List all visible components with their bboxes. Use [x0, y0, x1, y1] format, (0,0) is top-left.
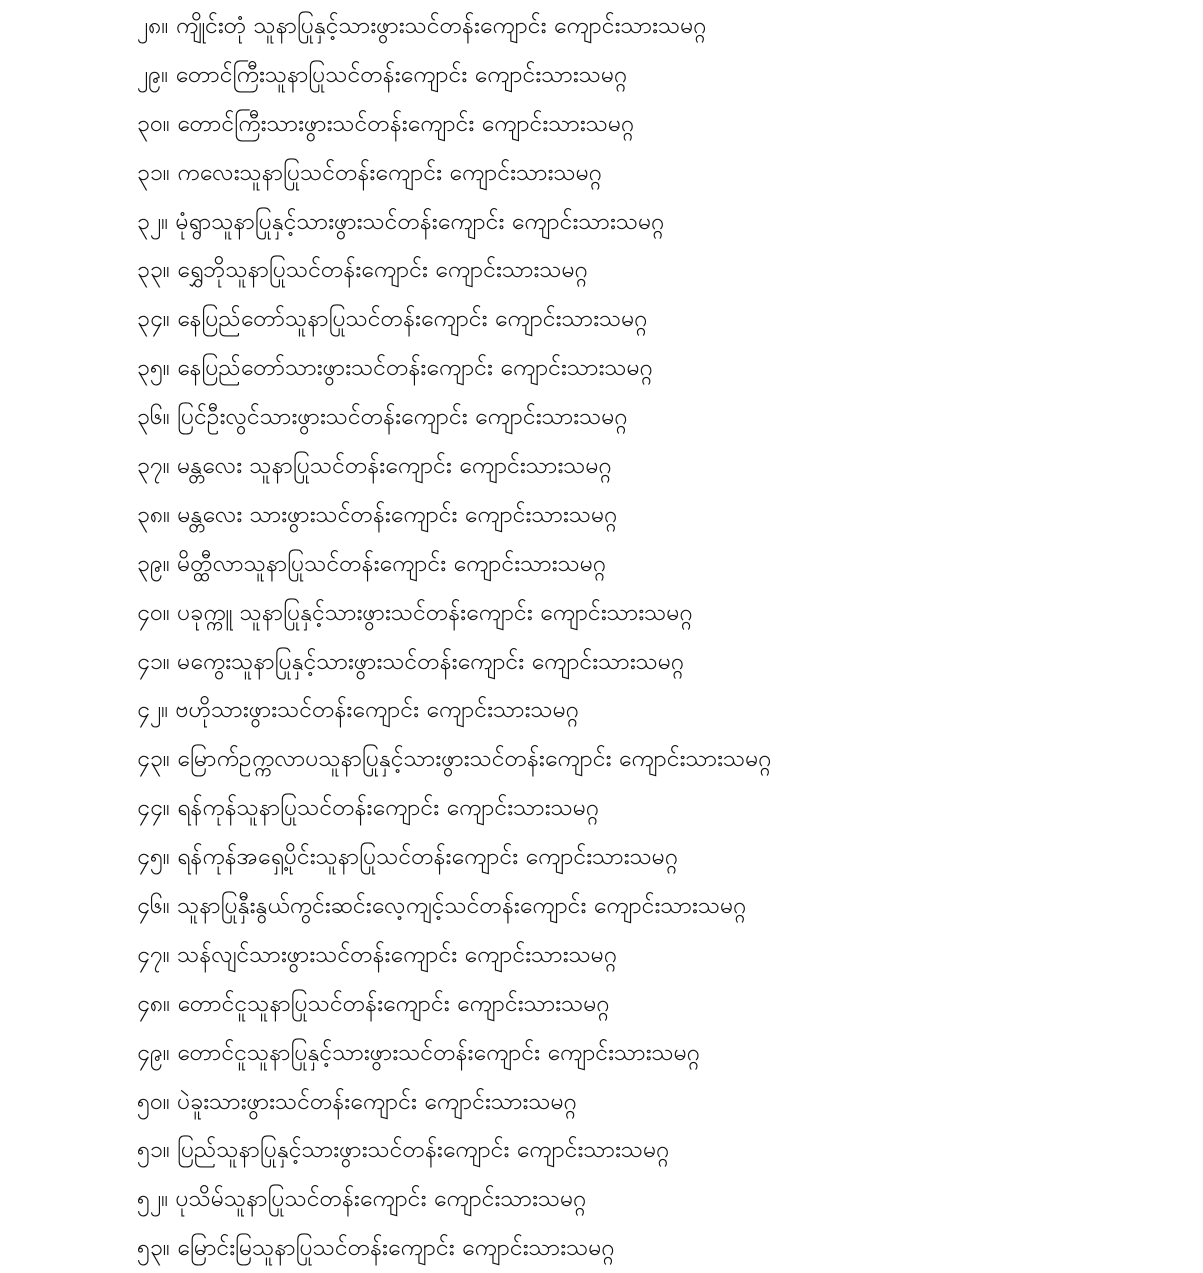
list-item [137, 882, 1177, 931]
item-number: ၅၃။ [137, 1235, 170, 1262]
item-number: ၃၄။ [137, 306, 170, 333]
item-number: ၄၀။ [137, 599, 170, 626]
item-text: မန္တလေး သားဖွားသင်တန်းကျောင်း ကျောင်းသားသမဂ္ဂ [177, 501, 618, 528]
item-number: ၄၆။ [137, 893, 170, 920]
item-number: ၃၆။ [137, 404, 170, 431]
item-text: နေပြည်တော်သူနာပြုသင်တန်းကျောင်း ကျောင်းသားသမဂ္ဂ [177, 306, 648, 333]
list-item [137, 686, 1177, 735]
item-number: ၃၂။ [137, 208, 169, 235]
list-item [137, 735, 1177, 784]
item-number: ၃၁။ [137, 159, 170, 186]
item-text: မိတ္ထီလာသူနာပြုသင်တန်းကျောင်း ကျောင်းသားသမဂ္ဂ [177, 550, 607, 577]
item-number: ၃၇။ [137, 453, 170, 480]
item-text: ပြည်သူနာပြုနှင့်သားဖွားသင်တန်းကျောင်း ကျောင်းသားသမဂ္ဂ [177, 1137, 670, 1164]
item-number: ၅၁။ [137, 1137, 170, 1164]
item-number: ၄၉။ [137, 1039, 170, 1066]
list-item [137, 1029, 1177, 1078]
item-text: တောင်ကြီးသူနာပြုသင်တန်းကျောင်း ကျောင်းသားသမဂ္ဂ [175, 61, 628, 88]
item-number: ၄၂။ [137, 697, 169, 724]
item-number: ၄၁။ [137, 648, 170, 675]
item-text: ဗဟိုသားဖွားသင်တန်းကျောင်း ကျောင်းသားသမဂ္ဂ [175, 697, 579, 724]
list-item [137, 1175, 1177, 1224]
list-item [137, 589, 1177, 638]
item-number: ၄၄။ [137, 795, 170, 822]
item-text: ရန်ကုန်အရှေ့ပိုင်းသူနာပြုသင်တန်းကျောင်း ကျောင်းသားသမဂ္ဂ [177, 844, 679, 871]
item-number: ၄၈။ [137, 990, 171, 1017]
item-number: ၄၃။ [137, 746, 170, 773]
item-number: ၃၀။ [137, 110, 170, 137]
item-text: ကလေးသူနာပြုသင်တန်းကျောင်း ကျောင်းသားသမဂ္ဂ [177, 159, 602, 186]
item-text: မကွေးသူနာပြုနှင့်သားဖွားသင်တန်းကျောင်း ကျောင်းသားသမဂ္ဂ [177, 648, 685, 675]
item-text: သန်လျင်သားဖွားသင်တန်းကျောင်း ကျောင်းသားသမဂ္ဂ [177, 941, 618, 968]
list-item [137, 51, 1177, 100]
list-item [137, 784, 1177, 833]
item-number: ၅၀။ [137, 1088, 170, 1115]
item-text: ရန်ကုန်သူနာပြုသင်တန်းကျောင်း ကျောင်းသားသမဂ္ဂ [177, 795, 600, 822]
list-item [137, 2, 1177, 51]
list-item [137, 295, 1177, 344]
list-item [137, 393, 1177, 442]
item-text: တောင်ငူသူနာပြုနှင့်သားဖွားသင်တန်းကျောင်း ကျောင်းသားသမဂ္ဂ [177, 1039, 701, 1066]
item-number: ၃၃။ [137, 257, 170, 284]
list-item [137, 491, 1177, 540]
list-item [137, 540, 1177, 589]
list-item [137, 246, 1177, 295]
list-item [137, 638, 1177, 687]
list-item [137, 198, 1177, 247]
list-item [137, 442, 1177, 491]
item-text: ပဲခူးသားဖွားသင်တန်းကျောင်း ကျောင်းသားသမဂ္ဂ [177, 1088, 577, 1115]
item-text: နေပြည်တော်သားဖွားသင်တန်းကျောင်း ကျောင်းသားသမဂ္ဂ [177, 355, 653, 382]
item-number: ၄၅။ [137, 844, 170, 871]
item-text: ပုသိမ်သူနာပြုသင်တန်းကျောင်း ကျောင်းသားသမဂ္ဂ [175, 1186, 587, 1213]
list-item [137, 100, 1177, 149]
list-item [137, 149, 1177, 198]
item-number: ၂၈။ [137, 13, 169, 39]
item-number: ၃၅။ [137, 355, 170, 382]
list-item [137, 1126, 1177, 1175]
item-number: ၃၉။ [137, 550, 170, 577]
list-item [137, 1078, 1177, 1127]
item-text: တောင်ငူသူနာပြုသင်တန်းကျောင်း ကျောင်းသားသမဂ္ဂ [177, 990, 610, 1017]
item-text: မန္တလေး သူနာပြုသင်တန်းကျောင်း ကျောင်းသားသမဂ္ဂ [177, 453, 612, 480]
item-number: ၅၂။ [137, 1186, 169, 1213]
item-text: ကျိုင်းတုံ သူနာပြုနှင့်သားဖွားသင်တန်းကျောင်း ကျောင်းသားသမဂ္ဂ [175, 13, 707, 39]
list-item [137, 1224, 1177, 1273]
item-text: မြောက်ဥက္ကလာပသူနာပြုနှင့်သားဖွားသင်တန်းကျောင်း ကျောင်းသားသမဂ္ဂ [177, 746, 772, 773]
item-number: ၂၉။ [137, 61, 169, 88]
item-text: ရွှေဘိုသူနာပြုသင်တန်းကျောင်း ကျောင်းသားသမဂ္ဂ [177, 257, 588, 284]
item-text: သူနာပြုနှီးနွယ်ကွင်းဆင်းလေ့ကျင့်သင်တန်းကျောင်း ကျောင်းသားသမဂ္ဂ [177, 893, 747, 920]
item-number: ၄၇။ [137, 941, 170, 968]
item-text: မြောင်းမြသူနာပြုသင်တန်းကျောင်း ကျောင်းသားသမဂ္ဂ [177, 1235, 615, 1262]
list-item [137, 931, 1177, 980]
item-text: ပခုက္ကူ သူနာပြုနှင့်သားဖွားသင်တန်းကျောင်း ကျောင်းသားသမဂ္ဂ [177, 599, 693, 626]
item-text: မုံရွာသူနာပြုနှင့်သားဖွားသင်တန်းကျောင်း ကျောင်းသားသမဂ္ဂ [175, 208, 665, 235]
list-item [137, 833, 1177, 882]
item-text: ပြင်ဦးလွင်သားဖွားသင်တန်းကျောင်း ကျောင်းသားသမဂ္ဂ [177, 404, 628, 431]
item-number: ၃၈။ [137, 501, 171, 528]
union-list [137, 2, 1177, 1273]
list-item [137, 344, 1177, 393]
item-text: တောင်ကြီးသားဖွားသင်တန်းကျောင်း ကျောင်းသားသမဂ္ဂ [177, 110, 635, 137]
list-item [137, 980, 1177, 1029]
